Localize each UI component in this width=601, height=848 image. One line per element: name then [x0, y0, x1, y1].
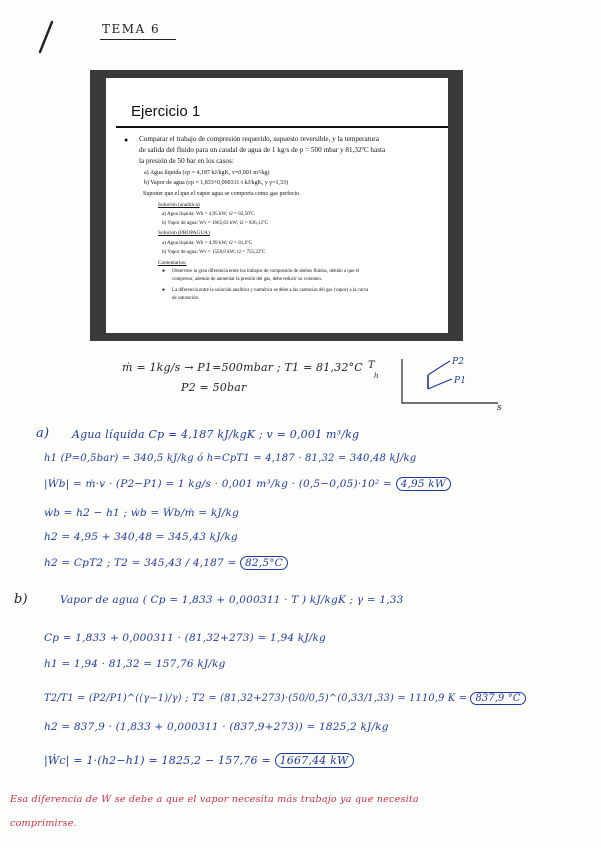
slide-content — [106, 78, 448, 333]
analytic-title: Solución (analítica) — [158, 202, 200, 208]
part-a-line-3 — [44, 478, 451, 490]
comment-2-line-2: de saturación. — [172, 296, 200, 301]
graph-p2-label: P2 — [452, 357, 465, 367]
part-b-label: b) — [14, 592, 28, 607]
graph-p1-label: P1 — [454, 376, 467, 386]
part-b-line-4-text: T2/T1 = (P2/P1)^((γ−1)/γ) ; T2 = (81,32+273)·(50/0,5)^(0,33/1,33) = 1110,9 K = — [44, 693, 468, 704]
comment-2-line-1: La diferencia entre la solución analítica y numérica se debe a las carencias del gas (vapor) a la curva — [172, 288, 369, 293]
data-line-1: ṁ = 1kg/s → P1=500mbar ; T1 = 81,32°C — [122, 361, 363, 374]
propagua-b: b) Vapor de agua: Wv = 1550,0 kW; t2 = 755,22ºC — [162, 249, 266, 255]
ts-diagram — [388, 355, 513, 423]
printed-slide — [90, 70, 463, 341]
comments-title: Comentarios: — [158, 260, 187, 266]
part-b-line-6 — [44, 754, 354, 767]
page-number-stroke — [30, 18, 60, 58]
problem-line-2: de salida del fluido para un caudal de agua de 1 kg/s de p = 500 mbar y 81,32ºC hasta — [139, 146, 386, 154]
part-b-line-4 — [44, 693, 526, 704]
part-b-result-temp: 837,9 °C — [470, 692, 525, 705]
analytic-b: b) Vapor de agua: Wv = 1665,63 kW; t2 = 836,12ºC — [162, 220, 268, 226]
problem-line-3: la presión de 50 bar en los casos: — [139, 157, 234, 165]
assumption: Suponer que el que el vapor agua se comporta como gas perfecto. — [143, 191, 301, 197]
case-b: b) Vapor de agua (cp = 1,833+0,000311·t kJ/kgK, y γ=1,33) — [144, 180, 288, 186]
slide-title-rule — [116, 126, 448, 128]
conclusion-line-1: Esa diferencia de Ẇ se debe a que el vapor necesita más trabajo ya que necesita — [10, 794, 419, 805]
graph-x-label: s — [497, 403, 502, 413]
part-a-label: a) — [36, 426, 50, 441]
propagua-title: Solución (PROPAGUA) — [158, 230, 210, 236]
part-b-line-5: h2 = 837,9 · (1,833 + 0,000311 · (837,9+273)) = 1825,2 kJ/kg — [44, 721, 389, 733]
problem-line-1: Comparar el trabajo de compresión requerido, supuesto reversible, y la temperatura — [139, 135, 379, 143]
part-a-line-6-text: h2 = CpT2 ; T2 = 345,43 / 4,187 = — [44, 557, 237, 569]
part-a-line-5: h2 = 4,95 + 340,48 = 345,43 kJ/kg — [44, 531, 238, 543]
part-a-line-3-text: |Ẇb| = ṁ·v · (P2−P1) = 1 kg/s · 0,001 m³/kg · (0,5−0,05)·10² = — [44, 478, 393, 490]
conclusion-line-2: comprimirse. — [10, 818, 77, 829]
data-line-2: P2 = 50bar — [181, 381, 247, 394]
part-b-line-2: Cp = 1,833 + 0,000311 · (81,32+273) = 1,94 kJ/kg — [44, 632, 326, 644]
part-a-result-temp: 82,5°C — [240, 556, 288, 570]
case-a: a) Agua líquida (cp = 4,187 kJ/kgK, v=0,001 m³/kg) — [144, 170, 270, 176]
comment-bullet-1: ● — [162, 269, 166, 274]
part-b-line-3: h1 = 1,94 · 81,32 = 157,76 kJ/kg — [44, 658, 226, 670]
part-a-result-work: 4,95 kW — [396, 477, 451, 491]
comment-1-line-2: compresor, además de aumentar la presión del gas, debe reducir su volumen. — [172, 277, 323, 282]
part-b-line-6-text: |Ẇc| = 1·(h2−h1) = 1825,2 − 157,76 = — [44, 754, 271, 767]
propagua-a: a) Agua líquida: Wb = 4,99 kW; t2 = 81,6ºC — [162, 240, 253, 246]
part-a-line-4: ẇb = h2 − h1 ; ẇb = Ẇb/ṁ = kJ/kg — [44, 507, 240, 519]
analytic-a: a) Agua líquida: Wb = 4,95 kW; t2 = 82,50ºC — [162, 211, 255, 217]
slide-title: Ejercicio 1 — [131, 103, 201, 120]
part-b-result-work: 1667,44 kW — [275, 753, 354, 768]
header-title: TEMA 6 — [102, 22, 161, 36]
header-underline — [100, 39, 176, 40]
part-a-line-2: h1 (P=0,5bar) = 340,5 kJ/kg ó h=CpT1 = 4,187 · 81,32 = 340,48 kJ/kg — [44, 453, 417, 464]
slide-bullet: ● — [124, 136, 129, 144]
graph-y-sub: h — [374, 372, 379, 380]
graph-y-label: T — [368, 360, 375, 371]
part-a-line-6 — [44, 557, 288, 569]
comment-bullet-2: ● — [162, 288, 166, 293]
comment-1-line-1: Observese la gran diferencia entre los trabajos de compresión de ambos fluidos, debido a que el — [172, 269, 360, 274]
part-b-line-1: Vapor de agua ( Cp = 1,833 + 0,000311 · T ) kJ/kgK ; γ = 1,33 — [60, 594, 404, 606]
part-a-line-1: Agua líquida Cp = 4,187 kJ/kgK ; v = 0,001 m³/kg — [72, 428, 360, 441]
